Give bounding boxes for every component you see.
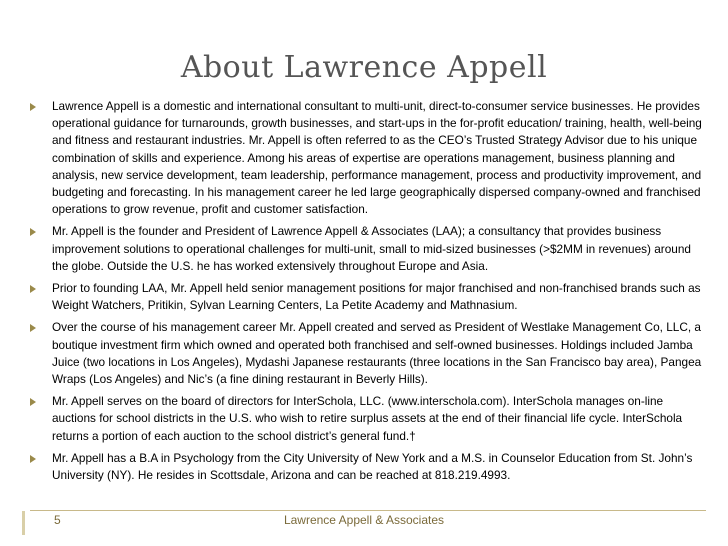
triangle-bullet-icon bbox=[30, 103, 36, 111]
triangle-bullet-icon bbox=[30, 324, 36, 332]
bullet-item bbox=[30, 319, 706, 388]
triangle-bullet-icon bbox=[30, 228, 36, 236]
bullet-list bbox=[30, 98, 706, 489]
footer-company-name: Lawrence Appell & Associates bbox=[283, 513, 445, 527]
page-number: 5 bbox=[54, 513, 61, 527]
bullet-item bbox=[30, 280, 706, 314]
triangle-bullet-icon bbox=[30, 455, 36, 463]
triangle-bullet-icon bbox=[30, 285, 36, 293]
bullet-text: Lawrence Appell is a domestic and international consultant to multi-unit, direct-to-consumer service businesses. He provides operational guidance for turnarounds, growth businesses, and start-ups in the for-profit education/ training, health, well-being and fitness and restaurant industries. Mr. Appell is often referred to as the CEO’s Trusted Strategy Advisor due to his unique combination of skills and experience. Among his areas of expertise are operations management, business planning and analysis, new service development, team leadership, performance management, process and productivity improvement, and budgeting and forecasting. In his management career he led large geographically dispersed company-owned and franchised operations to grow revenue, profit and customer satisfaction. bbox=[52, 99, 702, 217]
bullet-text: Mr. Appell is the founder and President of Lawrence Appell & Associates (LAA); a consultancy that provides business improvement solutions to operational challenges for multi-unit, small to mid-sized businesses (>$2MM in revenues) around the globe. Outside the U.S. he has worked extensively throughout Europe and Asia. bbox=[52, 224, 691, 273]
triangle-bullet-icon bbox=[30, 398, 36, 406]
bullet-item bbox=[30, 450, 706, 484]
bullet-text: Over the course of his management career Mr. Appell created and served as President of Westlake Management Co, LLC, a boutique investment firm which owned and operated both franchised and self-owned businesses. Holdings included Jamba Juice (two locations in Los Angeles), Mydashi Japanese restaurants (three locations in the San Francisco bay area), Pangea Wraps (Los Angeles) and Nic’s (a fine dining restaurant in Beverly Hills). bbox=[52, 320, 702, 387]
bullet-text: Mr. Appell has a B.A in Psychology from the City University of New York and a M.S. in Counselor Education from St. John’s University (NY). He resides in Scottsdale, Arizona and can be reached at 818.219.4993. bbox=[52, 450, 693, 483]
slide-title: About Lawrence Appell bbox=[180, 50, 548, 85]
bullet-item bbox=[30, 223, 706, 275]
bullet-text: Prior to founding LAA, Mr. Appell held senior management positions for major franchised and non-franchised brands such as Weight Watchers, Pritikin, Sylvan Learning Centers, La Petite Academy and Mathnasium. bbox=[52, 281, 701, 313]
bullet-text: Mr. Appell serves on the board of directors for InterSchola, LLC. (www.interschola.com). InterSchola manages on-line auctions for school districts in the U.S. who wish to retire surplus assets at the end of their financial life cycle. InterSchola returns a portion of each auction to the school district’s general fund.† bbox=[52, 394, 683, 443]
footer-divider bbox=[30, 510, 706, 511]
bullet-item bbox=[30, 393, 706, 445]
bullet-item bbox=[30, 98, 706, 218]
